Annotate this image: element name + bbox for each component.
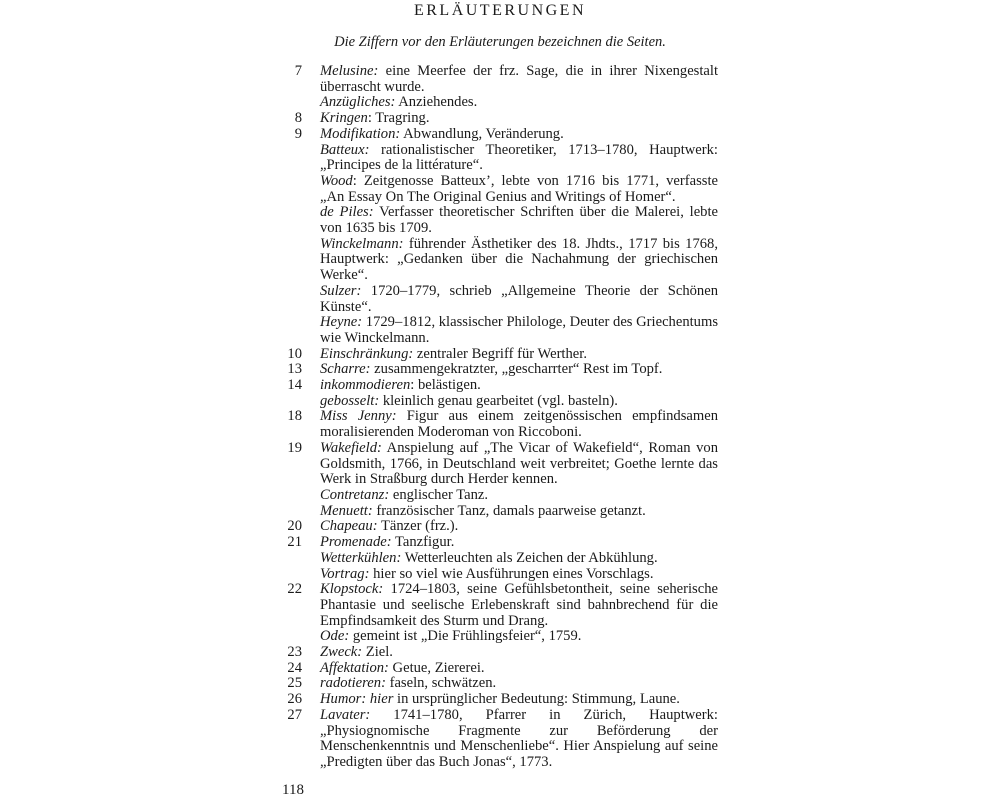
annotation-page-ref: 25 (287, 675, 302, 692)
page-number: 118 (282, 782, 304, 798)
annotation-entry (278, 284, 718, 315)
annotation-text: Figur aus einem zeitgenössischen empfindsamen moralisierenden Moderoman von Riccoboni. (320, 408, 718, 441)
annotation-term: Scharre: (320, 361, 371, 378)
annotation-text: 1741–1780, Pfarrer in Zürich, Hauptwerk: „Physiognomische Fragmente zur Beförderung der Menschenkenntnis und Menschenliebe“. Hier Anspielung auf seine „Predigten über das Buch Jonas“, 1773. (320, 706, 718, 770)
annotation-term: Promenade: (320, 534, 392, 551)
annotation-text: Tanzfigur. (391, 534, 455, 551)
annotation-entry (278, 205, 718, 236)
annotation-text: Getue, Ziererei. (388, 659, 485, 676)
annotation-term: inkommodieren (320, 377, 411, 394)
annotation-text: Ziel. (362, 644, 393, 661)
annotation-page-ref: 10 (287, 345, 302, 362)
annotation-entry (278, 143, 718, 174)
annotation-entry (278, 347, 718, 363)
annotation-term: radotieren: (320, 675, 386, 692)
annotation-page-ref: 18 (287, 408, 302, 425)
annotation-entry (278, 237, 718, 284)
annotation-entry (278, 64, 718, 95)
annotation-text: englischer Tanz. (389, 486, 488, 503)
annotation-page-ref: 24 (287, 659, 302, 676)
page-subtitle: Die Ziffern vor den Erläuterungen bezeichnen die Seiten. (334, 34, 666, 50)
annotation-text: Tänzer (frz.). (377, 518, 459, 535)
annotations-list (278, 64, 718, 771)
annotation-page-ref: 9 (294, 125, 302, 142)
annotation-term: Ode: (320, 628, 350, 645)
annotation-term: Heyne: (320, 314, 363, 331)
annotation-term: Miss Jenny: (320, 408, 397, 425)
annotation-page-ref: 7 (294, 63, 302, 79)
annotation-term: Wakefield: (320, 439, 382, 456)
annotation-entry (278, 692, 718, 708)
annotation-text: Wetterleuchten als Zeichen der Abkühlung. (401, 549, 658, 566)
annotation-term: Chapeau: (320, 518, 378, 535)
annotation-entry (278, 378, 718, 394)
annotation-entry (278, 174, 718, 205)
annotation-text: : Zeitgenosse Batteux’, lebte von 1716 bis 1771, verfasste „An Essay On The Original Genius and Writings of Homer“. (320, 172, 718, 205)
annotation-text: : Tragring. (367, 110, 430, 127)
annotation-term: Winckelmann: (320, 235, 404, 252)
annotation-term: Klopstock: (320, 581, 384, 598)
annotation-text: Abwandlung, Veränderung. (400, 125, 564, 142)
page-title: ERLÄUTERUNGEN (413, 2, 587, 19)
annotation-term: Anzügliches: (320, 94, 396, 111)
annotation-entry (278, 645, 718, 661)
annotation-term: Wetterkühlen: (320, 549, 402, 566)
annotation-page-ref: 22 (287, 581, 302, 598)
annotation-entry (278, 567, 718, 583)
annotation-entry (278, 535, 718, 551)
annotation-text: 1720–1779, schrieb „Allgemeine Theorie der Schönen Künste“. (320, 282, 718, 315)
annotation-text: kleinlich genau gearbeitet (vgl. basteln). (379, 392, 618, 409)
annotation-entry (278, 409, 718, 440)
annotation-term: de Piles: (320, 204, 374, 221)
annotation-entry (278, 394, 718, 410)
annotation-entry (278, 629, 718, 645)
annotation-term: Melusine: (320, 63, 379, 79)
annotation-text: zentraler Begriff für Werther. (413, 345, 587, 362)
annotation-entry (278, 95, 718, 111)
annotation-entry (278, 519, 718, 535)
annotation-entry (278, 708, 718, 771)
annotation-term: Sulzer: (320, 282, 362, 299)
annotation-term: Menuett: (320, 502, 373, 519)
annotation-term: Humor: hier (320, 691, 394, 708)
annotation-page-ref: 26 (287, 691, 302, 708)
annotation-text: in ursprünglicher Bedeutung: Stimmung, Laune. (393, 691, 680, 708)
annotation-text: : belästigen. (410, 377, 481, 394)
annotation-term: Affektation: (320, 659, 389, 676)
annotation-page-ref: 27 (287, 706, 302, 723)
annotation-text: Verfasser theoretischer Schriften über die Malerei, lebte von 1635 bis 1709. (320, 204, 718, 237)
annotation-text: hier so viel wie Ausführungen eines Vorschlags. (369, 565, 654, 582)
annotation-page-ref: 23 (287, 644, 302, 661)
annotation-text: Anspielung auf „The Vicar of Wakefield“, Roman von Goldsmith, 1766, in Deutschland weit verbreitet; Goethe lernte das Werk in Straßburg durch Herder kennen. (320, 439, 718, 488)
annotation-page-ref: 21 (287, 534, 302, 551)
annotation-text: eine Meerfee der frz. Sage, die in ihrer Nixengestalt überrascht wurde. (320, 63, 718, 95)
annotation-term: Kringen (320, 110, 368, 127)
annotation-text: 1729–1812, klassischer Philologe, Deuter des Griechentums wie Winckelmann. (320, 314, 718, 346)
annotation-term: Zweck: (320, 644, 363, 661)
annotation-entry (278, 551, 718, 567)
annotation-entry (278, 315, 718, 346)
annotation-text: rationalistischer Theoretiker, 1713–1780, Hauptwerk: „Principes de la littérature“. (320, 141, 718, 174)
annotation-term: Wood (320, 172, 353, 189)
annotation-term: Einschränkung: (320, 345, 414, 362)
annotation-page-ref: 13 (287, 361, 302, 378)
annotation-entry (278, 582, 718, 629)
annotation-page-ref: 8 (294, 110, 302, 127)
annotation-entry (278, 661, 718, 677)
annotation-text: Anziehendes. (395, 94, 478, 111)
annotation-term: Batteux: (320, 141, 370, 158)
annotation-entry (278, 441, 718, 488)
annotation-page-ref: 19 (287, 439, 302, 456)
annotation-term: Vortrag: (320, 565, 370, 582)
annotation-entry (278, 127, 718, 143)
annotation-text: zusammengekratzter, „gescharrter“ Rest im Topf. (370, 361, 663, 378)
annotation-term: Lavater: (320, 706, 371, 723)
annotation-text: gemeint ist „Die Frühlingsfeier“, 1759. (349, 628, 582, 645)
annotation-page-ref: 20 (287, 518, 302, 535)
annotation-entry (278, 676, 718, 692)
annotation-term: Contretanz: (320, 486, 390, 503)
annotation-text: 1724–1803, seine Gefühlsbetontheit, seine seherische Phantasie und seelische Erlebenskraft sind bahnbrechend für die Empfindsamkeit des Sturm und Drang. (320, 581, 718, 629)
annotation-term: gebosselt: (320, 392, 380, 409)
annotation-text: führender Ästhetiker des 18. Jhdts., 1717 bis 1768, Hauptwerk: „Gedanken über die Nachahmung der griechischen Werke“. (320, 235, 718, 284)
annotation-text: französischer Tanz, damals paarweise getanzt. (372, 502, 646, 519)
annotation-entry (278, 362, 718, 378)
annotation-term: Modifikation: (320, 125, 401, 142)
annotation-entry (278, 111, 718, 127)
annotation-page-ref: 14 (287, 377, 302, 394)
annotation-entry (278, 504, 718, 520)
annotation-text: faseln, schwätzen. (385, 675, 497, 692)
annotation-entry (278, 488, 718, 504)
